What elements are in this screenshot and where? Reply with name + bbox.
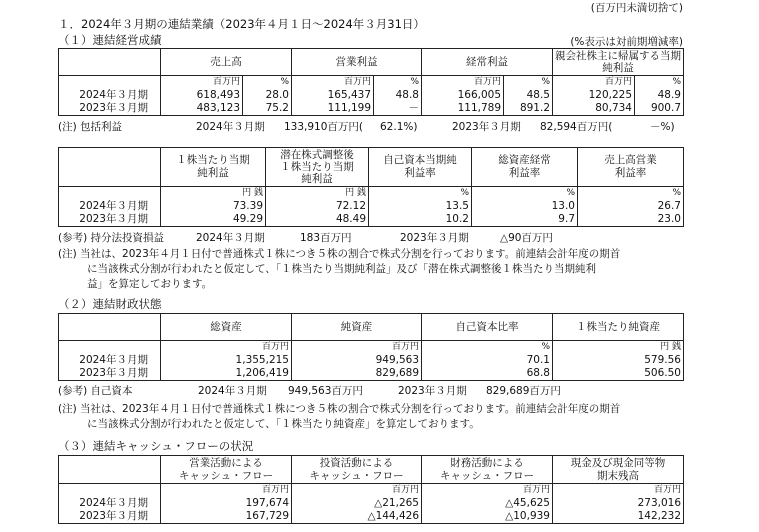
value: 82,594百万円( [540,121,613,133]
header-total-assets: 総資産 [161,314,292,341]
unit-label-blank [59,76,161,90]
cell: 48.8 [374,89,422,102]
cell: 49.29 [161,213,266,227]
rate: －%) [650,121,675,133]
unit: % [422,341,553,355]
cell: 13.5 [369,200,472,213]
header-operating-income: 営業利益 [292,49,422,76]
period: 2023年３月期 [398,385,467,397]
stock-split-note: に当該株式分割が行われたと仮定して、「１株当たり純資産」を算定しております。 [87,418,480,430]
cell: 70.1 [422,354,553,367]
row-label: 2024年３月期 [59,354,161,367]
cell: 506.50 [553,367,684,381]
row-label: 2024年３月期 [59,89,161,102]
table-row [59,510,684,524]
unit-note: (百万円未満切捨て) [590,2,683,14]
cell: 197,674 [161,497,292,510]
equity-ref-label: (参考) 自己資本 [58,385,133,397]
cell: 483,123 [161,102,243,116]
table-row [59,354,684,367]
header-cash-end [553,456,684,484]
cell: － [374,102,422,116]
row-label: 2023年３月期 [59,510,161,524]
cell: 891.2 [504,102,553,116]
cell: 120,225 [553,89,635,102]
stock-split-note: (注) 当社は、2023年４月１日付で普通株式１株につき５株の割合で株式分割を行っております。前連結会計年度の期首 [58,403,621,415]
equity-method-ref-label: (参考) 持分法投資損益 [58,232,165,244]
header-line: 財務活動による [450,456,524,469]
header-net-sales: 売上高 [161,49,292,76]
comprehensive-income-note [58,121,122,134]
cash-flows-table [58,455,684,524]
unit: 円 銭 [266,187,369,201]
unit: 百万円 [161,341,292,355]
header-line: キャッシュ・フロー [309,469,404,482]
unit: 百万円 [422,484,553,498]
row-label: 2023年３月期 [59,367,161,381]
unit: % [504,76,553,90]
header-line: 投資活動による [319,456,394,469]
cell: 73.39 [161,200,266,213]
unit: % [635,76,684,90]
header-line: 期末残高 [597,469,639,482]
table-row [59,497,684,510]
row-label: 2023年３月期 [59,213,161,227]
unit: % [578,187,684,201]
header-diluted-eps: 潜在株式調整後１株当たり当期純利益 [266,148,369,187]
header-financing-cf [422,456,553,484]
header-line: キャッシュ・フロー [439,469,535,482]
cell: 900.7 [635,102,684,116]
header-line: キャッシュ・フロー [178,469,274,482]
table-row [59,89,684,102]
cell: 167,729 [161,510,292,524]
cell: 1,206,419 [161,367,292,381]
section-heading-operating-results: （１）連結経営成績 [58,33,162,47]
cell: 48.49 [266,213,369,227]
unit-label-blank [59,341,161,355]
section-heading-cash-flows: （３）連結キャッシュ・フローの状況 [58,439,254,453]
cell: 579.56 [553,354,684,367]
value: 183百万円 [300,232,352,244]
unit-label-blank [59,484,161,498]
header-operating-margin: 売上高営業利益率 [578,148,684,187]
cell: 68.8 [422,367,553,381]
pct-note: (%表示は対前期増減率) [570,36,683,48]
row-label: 2024年３月期 [59,497,161,510]
cell: 48.9 [635,89,684,102]
header-ordinary-income: 経常利益 [422,49,553,76]
row-label: 2024年３月期 [59,200,161,213]
header-bps: １株当たり純資産 [553,314,684,341]
header-line: 現金及び現金同等物 [570,456,666,469]
header-blank [59,314,161,341]
table-row [59,213,684,227]
cell: 26.7 [578,200,684,213]
unit: 百万円 [292,76,374,90]
cell: 111,789 [422,102,504,116]
cell: 166,005 [422,89,504,102]
unit: 百万円 [292,341,422,355]
value: 949,563百万円 [288,385,363,397]
unit: % [369,187,472,201]
header-operating-cf [161,456,292,484]
cell: 273,016 [553,497,684,510]
table-row [59,102,684,116]
cell: 142,232 [553,510,684,524]
unit: % [374,76,422,90]
header-investing-cf [292,456,422,484]
unit: 百万円 [292,484,422,498]
header-line: 営業活動による [189,456,263,469]
cell: △45,625 [422,497,553,510]
cell: 80,734 [553,102,635,116]
cell: 9.7 [472,213,578,227]
cell: △144,426 [292,510,422,524]
cell: △21,265 [292,497,422,510]
unit: 百万円 [553,76,635,90]
cell: 23.0 [578,213,684,227]
cell: 28.0 [243,89,292,102]
unit: 円 銭 [161,187,266,201]
unit: % [243,76,292,90]
cell: 72.12 [266,200,369,213]
header-roa: 総資産経常利益率 [472,148,578,187]
cell: 10.2 [369,213,472,227]
period: 2024年３月期 [196,121,265,133]
rate: 62.1%) [380,121,418,133]
header-blank [59,456,161,484]
stock-split-note: に当該株式分割が行われたと仮定して、「１株当たり当期純利益」及び「潜在株式調整後１株当たり当期純利 [87,263,597,275]
row-label: 2023年３月期 [59,102,161,116]
cell: △10,939 [422,510,553,524]
unit: % [472,187,578,201]
stock-split-note: (注) 当社は、2023年４月１日付で普通株式１株につき５株の割合で株式分割を行っております。前連結会計年度の期首 [58,248,621,260]
header-equity-ratio: 自己資本比率 [422,314,553,341]
table-row [59,200,684,213]
period: 2023年３月期 [400,232,469,244]
header-roe: 自己資本当期純利益率 [369,148,472,187]
unit: 百万円 [553,484,684,498]
value: △90百万円 [500,232,553,244]
unit: 百万円 [161,484,292,498]
cell: 618,493 [161,89,243,102]
table-row [59,367,684,381]
value: 829,689百万円 [486,385,561,397]
cell: 13.0 [472,200,578,213]
cell: 111,199 [292,102,374,116]
stock-split-note: 益」を算定しております。 [87,278,213,290]
unit-label-blank [59,187,161,201]
note-label: (注) 包括利益 [58,121,123,133]
value: 133,910百万円( [284,121,364,133]
cell: 75.2 [243,102,292,116]
financial-position-table [58,313,684,381]
page-title: １．2024年３月期の連結業績（2023年４月１日～2024年３月31日） [58,17,425,31]
header-net-income-parent: 親会社株主に帰属する当期純利益 [553,49,684,76]
unit: 円 銭 [553,341,684,355]
cell: 829,689 [292,367,422,381]
header-net-assets: 純資産 [292,314,422,341]
cell: 949,563 [292,354,422,367]
period: 2023年３月期 [452,121,521,133]
period: 2024年３月期 [198,385,267,397]
header-blank [59,148,161,187]
header-eps: １株当たり当期純利益 [161,148,266,187]
operating-results-table [58,48,684,116]
period: 2024年３月期 [196,232,265,244]
cell: 1,355,215 [161,354,292,367]
cell: 48.5 [504,89,553,102]
unit: 百万円 [422,76,504,90]
per-share-ratios-table [58,147,684,227]
section-heading-financial-position: （２）連結財政状態 [58,297,162,311]
cell: 165,437 [292,89,374,102]
unit: 百万円 [161,76,243,90]
header-blank [59,49,161,76]
